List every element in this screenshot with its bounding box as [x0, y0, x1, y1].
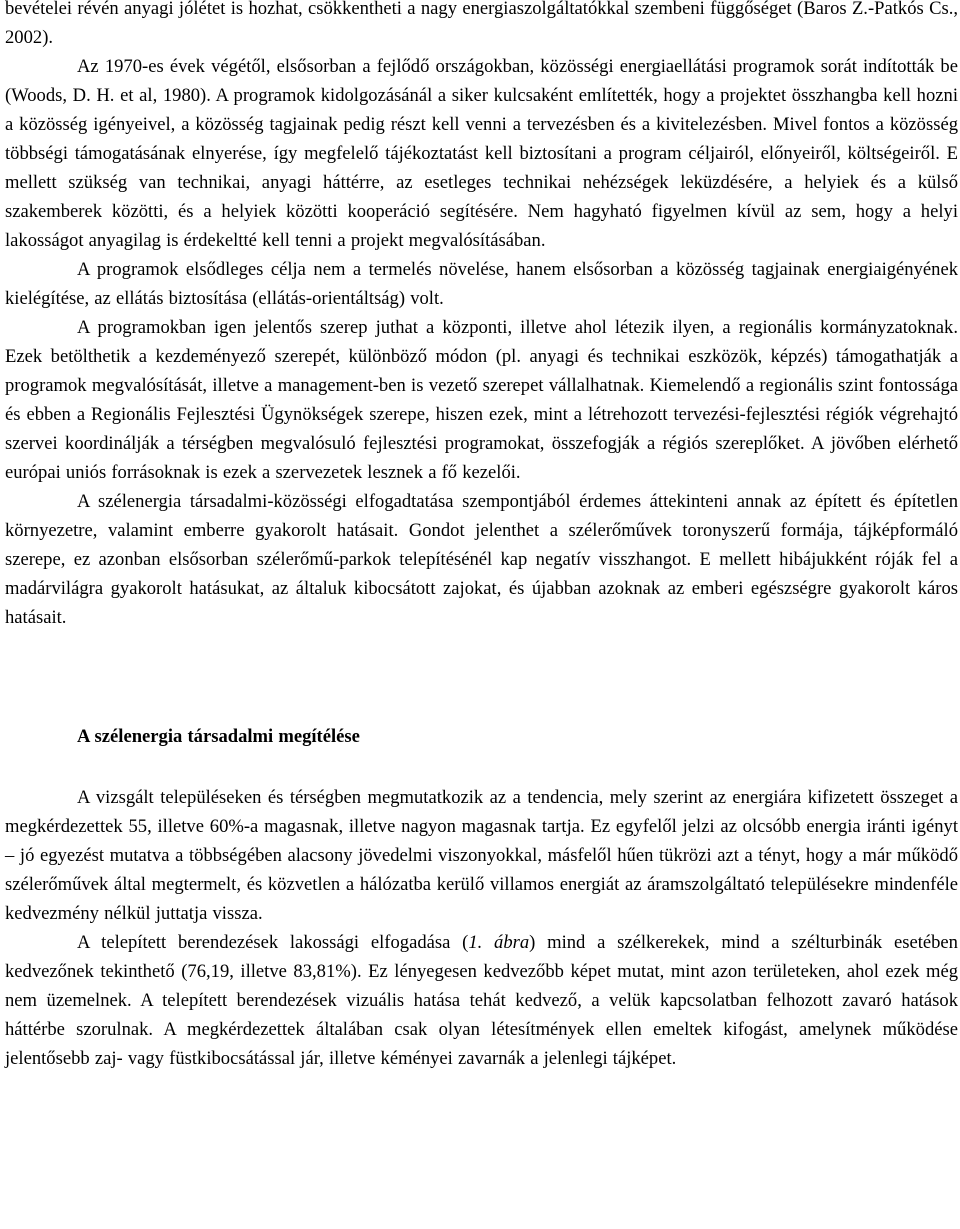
paragraph-0: bevételei révén anyagi jólétet is hozhat, csökkentheti a nagy energiaszolgáltatókkal szembeni függőséget (Baros Z.-Patkós Cs., 2002). — [5, 0, 958, 48]
paragraph-4: A szélenergia társadalmi-közösségi elfogadtatása szempontjából érdemes áttekinteni annak az épített és építetlen környezetre, valamint emberre gyakorolt hatásait. Gondot jelenthet a szélerőművek toronyszerű formája, tájképformáló szerepe, ez azonban elsősorban szélerőmű-parkok telepítésénél kap negatív visszhangot. E mellett hibájukként róják fel a madárvilágra gyakorolt hatásukat, az általuk kibocsátott zajokat, és újabban azoknak az emberi egészségre gyakorolt káros hatásait. — [5, 491, 958, 628]
paragraph-5: A vizsgált településeken és térségben megmutatkozik az a tendencia, mely szerint az energiára kifizetett összeget a megkérdezettek 55, illetve 60%-a magasnak, illetve nagyon magasnak tartja. Ez egyfelől jelzi az olcsóbb energia iránti igényt – jó egyezést mutatva a többségében alacsony jövedelmi viszonyokkal, másfelől hűen tükrözi azt a tényt, hogy a már működő szélerőművek által megtermelt, és közvetlen a hálózatba kerülő villamos energiát az áramszolgáltató településekre mindenféle kedvezmény nélkül juttatja vissza. — [5, 787, 958, 924]
section-heading: A szélenergia társadalmi megítélése — [77, 726, 360, 747]
document-page — [5, 0, 958, 1073]
paragraph-6 — [5, 928, 958, 1073]
paragraph-3: A programokban igen jelentős szerep juthat a központi, illetve ahol létezik ilyen, a regionális kormányzatoknak. Ezek betölthetik a kezdeményező szerepét, különböző módon (pl. anyagi és technikai eszközök, képzés) támogathatják a programok megvalósítását, illetve a management-ben is vezető szerepet vállalhatnak. Kiemelendő a regionális szint fontossága és ebben a Regionális Fejlesztési Ügynökségek szerepe, hiszen ezek, mint a létrehozott tervezési-fejlesztési régiók végrehajtó szervei koordinálják a térségben megvalósuló fejlesztési programokat, összefogják a régiós szereplőket. A jövőben elérhető európai uniós forrásoknak is ezek a szervezetek lesznek a fő kezelői. — [5, 317, 958, 483]
figure-reference: 1. ábra — [468, 932, 530, 953]
paragraph-2: A programok elsődleges célja nem a termelés növelése, hanem elsősorban a közösség tagjainak energiaigényének kielégítése, az ellátás biztosítása (ellátás-orientáltság) volt. — [5, 259, 958, 309]
paragraph-6-text-after: ) mind a szélkerekek, mind a szélturbinák esetében kedvezőnek tekinthető (76,19, illetve 83,81%). Ez lényegesen kedvezőbb képet mutat, mint azon területeken, ahol ezek még nem üzemelnek. A telepített berendezések vizuális hatása tehát kedvező, a velük kapcsolatban felhozott zavaró hatások háttérbe szorulnak. A megkérdezettek általában csak olyan létesítmények ellen emeltek kifogást, amelynek működése jelentősebb zaj- vagy füstkibocsátással jár, illetve kéményei zavarnák a jelenlegi tájképet. — [5, 932, 958, 1069]
paragraph-1: Az 1970-es évek végétől, elsősorban a fejlődő országokban, közösségi energiaellátási programok sorát indították be (Woods, D. H. et al, 1980). A programok kidolgozásánál a siker kulcsaként említették, hogy a projektet összhangba kell hozni a közösség igényeivel, a közösség tagjainak pedig részt kell venni a tervezésben és a kivitelezésben. Mivel fontos a közösség többségi támogatásának elnyerése, így megfelelő tájékoztatást kell biztosítani a program céljairól, előnyeiről, költségeiről. E mellett szükség van technikai, anyagi háttérre, az esetleges technikai nehézségek leküzdésére, a helyiek és a külső szakemberek közötti, és a helyiek közötti kooperáció segítésére. Nem hagyható figyelmen kívül az sem, hogy a helyi lakosságot anyagilag is érdekeltté kell tenni a projekt megvalósításában. — [5, 56, 958, 251]
paragraph-6-text-before: A telepített berendezések lakossági elfogadása ( — [77, 932, 469, 953]
